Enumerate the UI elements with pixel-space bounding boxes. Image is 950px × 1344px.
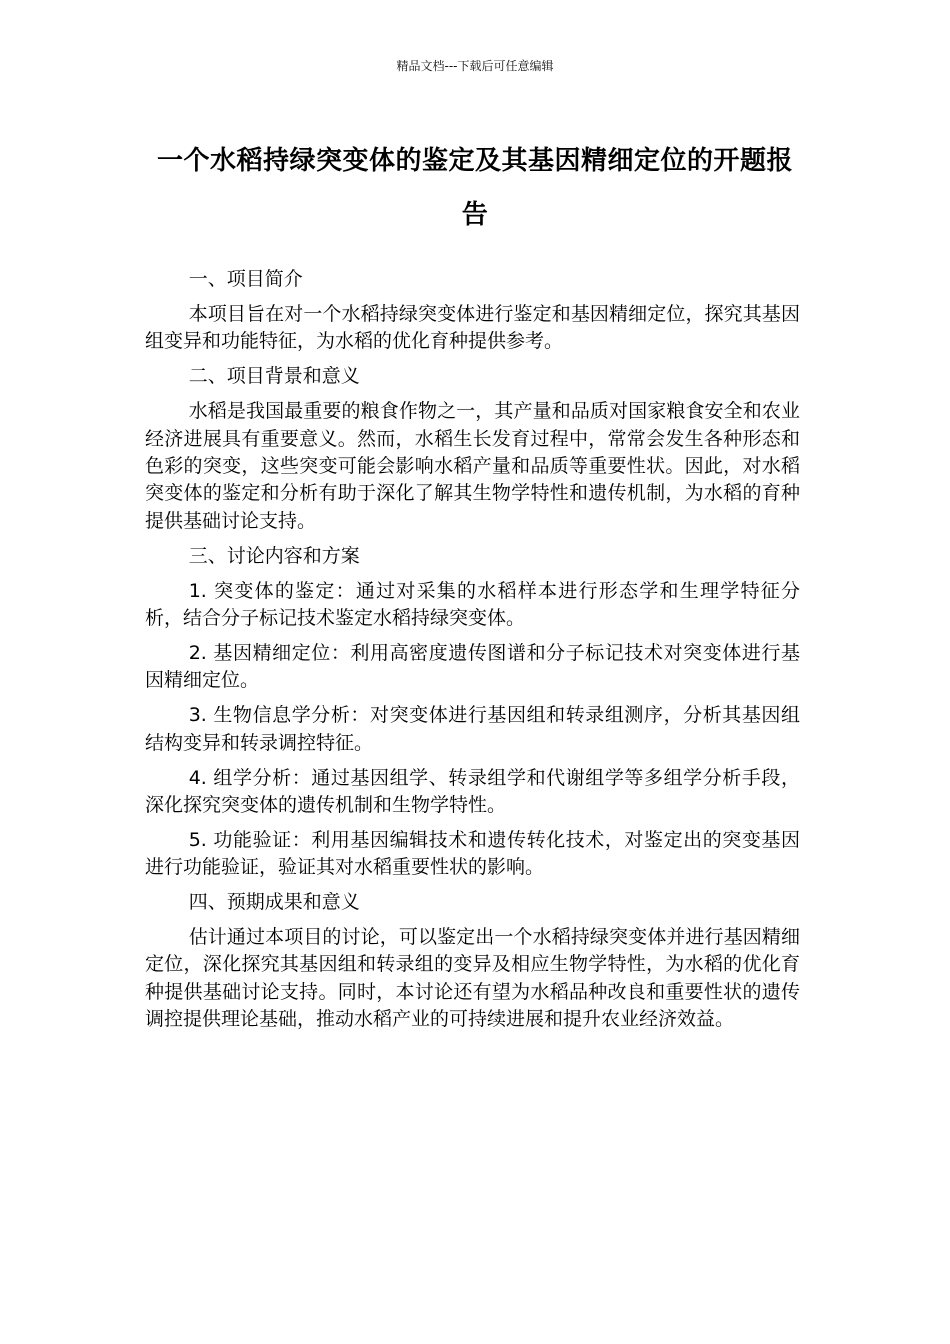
- plan-item-2: 2. 基因精细定位：利用高密度遗传图谱和分子标记技术对突变体进行基因精细定位。: [145, 641, 800, 692]
- document-title: 一个水稻持绿突变体的鉴定及其基因精细定位的开题报告: [156, 146, 793, 230]
- section-heading-plan: 三、讨论内容和方案: [188, 544, 360, 567]
- paragraph-intro: 本项目旨在对一个水稻持绿突变体进行鉴定和基因精细定位，探究其基因组变异和功能特征，为水稻的优化育种提供参考。: [145, 302, 800, 353]
- plan-item-5: 5. 功能验证：利用基因编辑技术和遗传转化技术，对鉴定出的突变基因进行功能验证，验证其对水稻重要性状的影响。: [145, 828, 800, 879]
- document-body: [145, 266, 800, 1041]
- plan-item-4: 4. 组学分析：通过基因组学、转录组学和代谢组学等多组学分析手段，深化探究突变体的遗传机制和生物学特性。: [145, 766, 800, 816]
- plan-item-1: 1. 突变体的鉴定：通过对采集的水稻样本进行形态学和生理学特征分析，结合分子标记技术鉴定水稻持绿突变体。: [145, 579, 800, 629]
- paragraph-outcomes: 估计通过本项目的讨论，可以鉴定出一个水稻持绿突变体并进行基因精细定位，深化探究其基因组和转录组的变异及相应生物学特性，为水稻的优化育种提供基础讨论支持。同时，本讨论还有望为水稻品种改良和重要性状的遗传调控提供理论基础，推动水稻产业的可持续进展和提升农业经济效益。: [145, 926, 800, 1031]
- header-note: 精品文档---下载后可任意编辑: [396, 59, 554, 73]
- paragraph-background: 水稻是我国最重要的粮食作物之一，其产量和品质对国家粮食安全和农业经济进展具有重要意义。然而，水稻生长发育过程中，常常会发生各种形态和色彩的突变，这些突变可能会影响水稻产量和品质等重要性状。因此，对水稻突变体的鉴定和分析有助于深化了解其生物学特性和遗传机制，为水稻的育种提供基础讨论支持。: [145, 400, 800, 532]
- section-heading-intro: 一、项目简介: [188, 268, 303, 290]
- plan-item-3: 3. 生物信息学分析：对突变体进行基因组和转录组测序，分析其基因组结构变异和转录调控特征。: [145, 704, 800, 754]
- section-heading-outcomes: 四、预期成果和意义: [188, 891, 360, 914]
- section-heading-background: 二、项目背景和意义: [188, 365, 360, 388]
